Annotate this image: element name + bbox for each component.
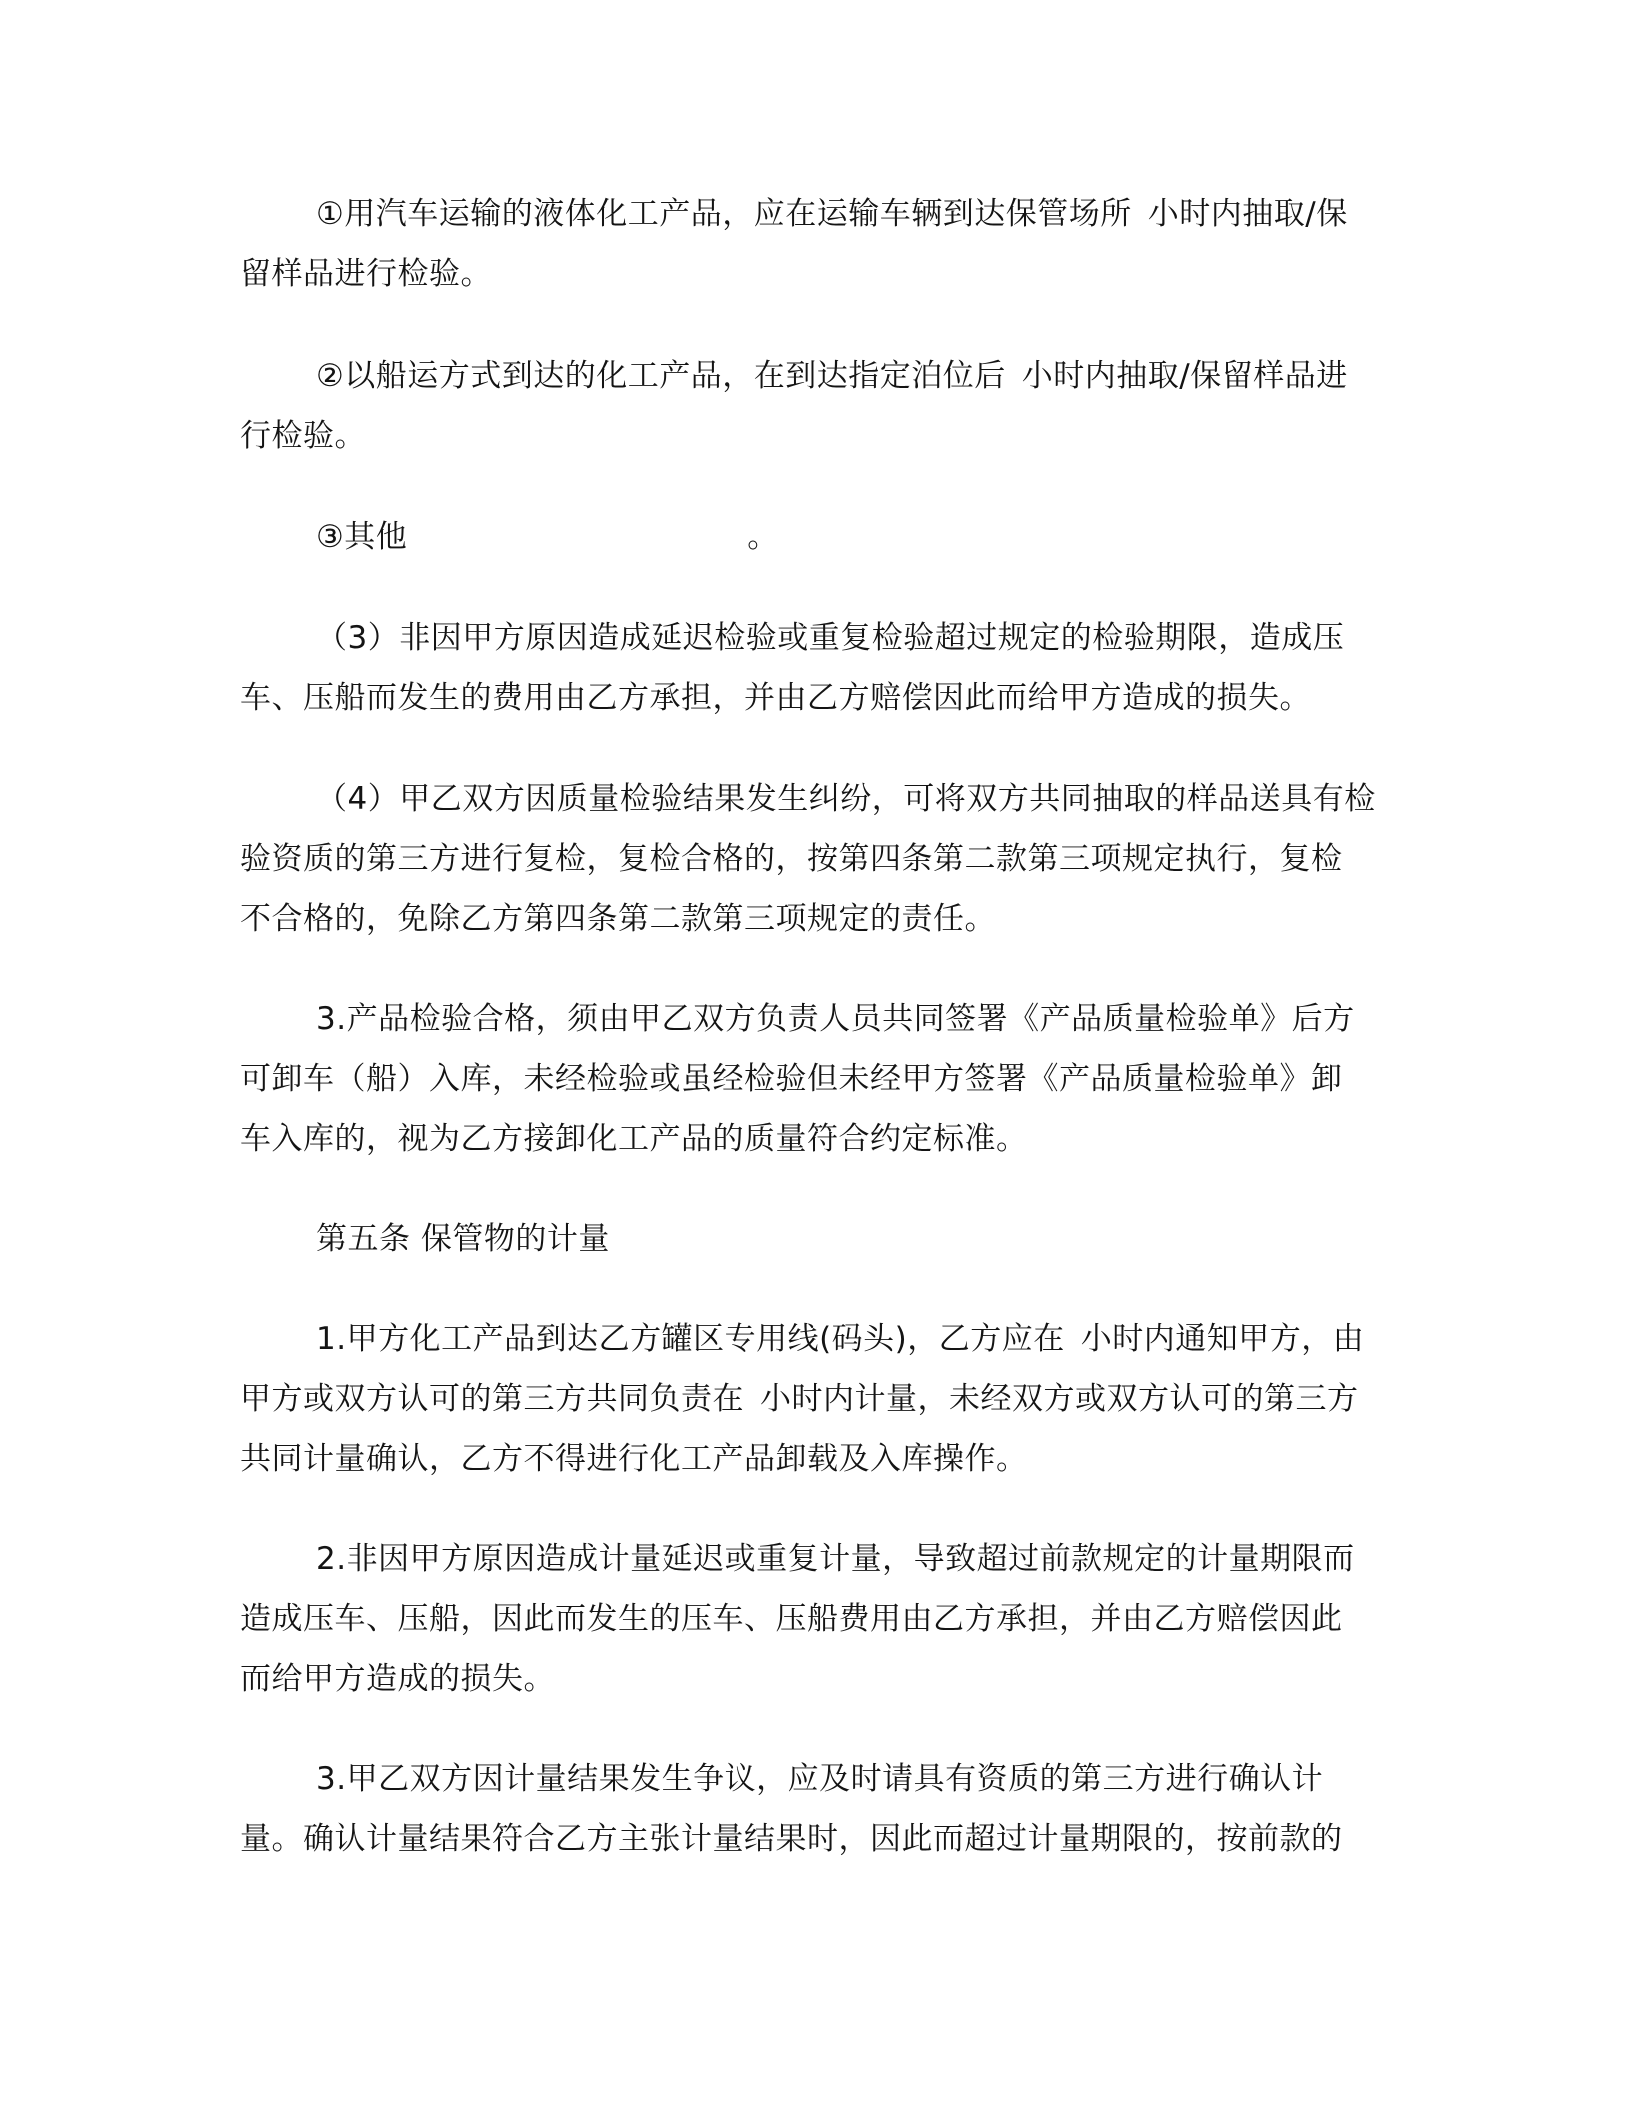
text-line: 共同计量确认，乙方不得进行化工产品卸载及入库操作。	[240, 1441, 1028, 1477]
text-line: 量。确认计量结果符合乙方主张计量结果时，因此而超过计量期限的，按前款的	[240, 1821, 1343, 1857]
clause-item-2	[240, 346, 1390, 466]
clause-3	[240, 608, 1390, 728]
clause-item-3	[240, 507, 1390, 567]
text-line: 行检验。	[240, 418, 366, 454]
text-line: （4）甲乙双方因质量检验结果发生纠纷，可将双方共同抽取的样品送具有检	[316, 781, 1376, 817]
clause-item-1	[240, 184, 1390, 304]
text-line: （3）非因甲方原因造成延迟检验或重复检验超过规定的检验期限，造成压	[316, 620, 1345, 656]
clause-4	[240, 769, 1390, 949]
text-line: 1.甲方化工产品到达乙方罐区专用线(码头)，乙方应在 小时内通知甲方，由	[316, 1321, 1365, 1357]
text-line: 而给甲方造成的损失。	[240, 1661, 555, 1697]
text-line: 车、压船而发生的费用由乙方承担，并由乙方赔偿因此而给甲方造成的损失。	[240, 680, 1311, 716]
text-line: ②以船运方式到达的化工产品，在到达指定泊位后 小时内抽取/保留样品进	[316, 358, 1348, 394]
text-line: 3.甲乙双方因计量结果发生争议，应及时请具有资质的第三方进行确认计	[316, 1761, 1324, 1797]
text-line: 可卸车（船）入库，未经检验或虽经检验但未经甲方签署《产品质量检验单》卸	[240, 1061, 1343, 1097]
text-line: 造成压车、压船，因此而发生的压车、压船费用由乙方承担，并由乙方赔偿因此	[240, 1601, 1343, 1637]
section-title: 第五条 保管物的计量	[316, 1221, 610, 1257]
text-line: 甲方或双方认可的第三方共同负责在 小时内计量，未经双方或双方认可的第三方	[240, 1381, 1359, 1417]
text-line: ①用汽车运输的液体化工产品，应在运输车辆到达保管场所 小时内抽取/保	[316, 196, 1348, 232]
text-line: 3.产品检验合格，须由甲乙双方负责人员共同签署《产品质量检验单》后方	[316, 1001, 1355, 1037]
article-heading	[240, 1209, 1390, 1269]
clause-article5-item2	[240, 1529, 1390, 1709]
clause-article5-item1	[240, 1309, 1390, 1489]
text-line: 验资质的第三方进行复检，复检合格的，按第四条第二款第三项规定执行，复检	[240, 841, 1343, 877]
text-line: 2.非因甲方原因造成计量延迟或重复计量，导致超过前款规定的计量期限而	[316, 1541, 1355, 1577]
text-line: 车入库的，视为乙方接卸化工产品的质量符合约定标准。	[240, 1121, 1028, 1157]
clause-article4-item3	[240, 989, 1390, 1169]
text-line: 留样品进行检验。	[240, 256, 492, 292]
clause-article5-item3	[240, 1749, 1390, 1869]
text-line: ③其他 。	[316, 519, 779, 555]
text-line: 不合格的，免除乙方第四条第二款第三项规定的责任。	[240, 901, 996, 937]
